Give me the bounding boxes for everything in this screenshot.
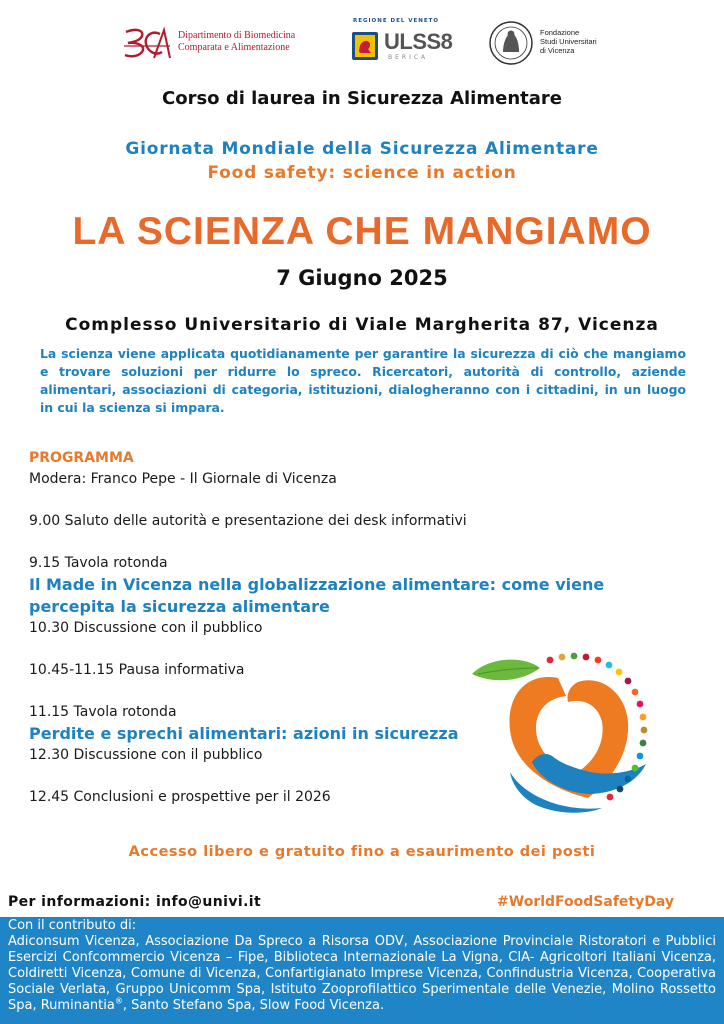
event-subtitle: Food safety: science in action [207,163,517,183]
spacer [29,532,679,553]
department-name-line: Comparata e Alimentazione [178,42,290,53]
region-label: REGIONE DEL VENETO [353,18,440,24]
registered-mark: ® [114,996,123,1006]
moderator-line: Modera: Franco Pepe - Il Giornale di Vicenza [29,471,337,487]
headline: LA SCIENZA CHE MANGIAMO [72,210,652,253]
university-seal-icon [488,20,534,66]
hashtag: #WorldFoodSafetyDay [497,894,674,910]
ulss-subtitle: BERICA [388,54,429,61]
food-safety-orange-icon [470,652,675,822]
fondazione-logo [488,20,608,66]
department-name-line: Dipartimento di Biomedicina [178,30,296,41]
sponsors-text-end: , Santo Stefano Spa, Slow Food Vicenza. [122,997,385,1013]
access-note: Accesso libero e gratuito fino a esaurimento dei posti [128,844,596,860]
program-item: 12.45 Conclusioni e prospettive per il 2026 [29,789,331,805]
bca-monogram-icon [122,24,172,64]
fondazione-name-line: Studi Universitari [540,37,597,46]
info-contact: Per informazioni: info@univi.it [8,894,262,910]
program-item: 11.15 Tavola rotonda [29,704,177,720]
ulss-name: ULSS8 [384,29,453,54]
logo-bar [0,18,724,70]
department-name [178,30,295,54]
program-item: 10.45-11.15 Pausa informativa [29,662,245,678]
program-item: 9.15 Tavola rotonda [29,555,168,571]
event-name: Giornata Mondiale della Sicurezza Alimentare [125,139,599,159]
ulss8-logo [350,18,453,66]
event-date: 7 Giugno 2025 [276,266,448,290]
talk-title: Il Made in Vicenza nella globalizzazione alimentare: come viene percepita la sicurezza alimentare [29,575,605,616]
sponsors-footer [0,917,724,1024]
talk-title: Perdite e sprechi alimentari: azioni in sicurezza [29,724,459,743]
lion-shield-icon [352,32,378,60]
event-venue: Complesso Universitario di Viale Margherita 87, Vicenza [65,315,659,335]
program-item: 10.30 Discussione con il pubblico [29,620,263,636]
fondazione-name [540,28,597,55]
fondazione-name-line: Fondazione [540,28,580,37]
sponsors-lead: Con il contributo di: [8,918,137,933]
program-item: 9.00 Saluto delle autorità e presentazione dei desk informativi [29,513,467,529]
department-logo [122,24,302,64]
program-item: 12.30 Discussione con il pubblico [29,747,263,763]
sponsors-list [8,934,716,1014]
spacer [29,490,679,511]
program-title: PROGRAMMA [29,450,134,466]
fondazione-name-line: di Vicenza [540,46,575,55]
course-title: Corso di laurea in Sicurezza Alimentare [162,88,562,109]
intro-paragraph: La scienza viene applicata quotidianamente per garantire la sicurezza di ciò che mangiamo e trovare soluzioni per ridurre lo spreco. Ricercatori, autorità di controllo, aziende alimentari, associazioni di categoria, istituzioni, dialogheranno con i cittadini, in un luogo in cui la scienza si impara. [40,346,686,415]
sponsors-text: Adiconsum Vicenza, Associazione Da Spreco a Risorsa ODV, Associazione Provinciale Ristoratori e Pubblici Esercizi Confcommercio Vicenza – Fipe, Biblioteca Internazionale La Vigna, CIA- Agricoltori Italiani Vicenza, Coldiretti Vicenza, Comune di Vicenza, Confartigianato Imprese Vicenza, Confindustria Vicenza, Cooperativa Sociale Verlata, Gruppo Unicomm Spa, Istituto Zooprofilattico Sperimentale delle Venezie, Molino Rossetto Spa, Ruminantia [8,933,716,1013]
